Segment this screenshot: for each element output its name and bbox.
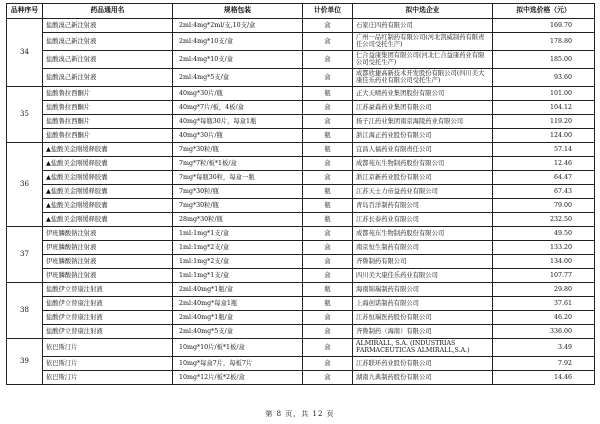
- price-cell: 104.12: [493, 101, 595, 115]
- price-cell: 232.50: [493, 213, 595, 227]
- header-unit: 计价单位: [303, 4, 353, 19]
- company-cell: 海南锦瑞制药有限公司: [353, 283, 493, 297]
- table-row: [7, 227, 595, 241]
- price-cell: 185.00: [493, 51, 595, 69]
- company-cell: 江苏恒瑞医药股份有限公司: [353, 311, 493, 325]
- table-row: [7, 311, 595, 325]
- table-row: [7, 371, 595, 385]
- table-row: [7, 51, 595, 69]
- table-row: [7, 199, 595, 213]
- price-cell: 12.46: [493, 157, 595, 171]
- price-cell: 49.50: [493, 227, 595, 241]
- table-row: [7, 255, 595, 269]
- table-row: [7, 339, 595, 357]
- unit-cell: 盒: [303, 269, 353, 283]
- page-footer: 第 8 页，共 12 页: [265, 410, 335, 418]
- spec-cell: 2ml:40mg*1瓶/盒: [173, 283, 303, 297]
- price-cell: 3.49: [493, 339, 595, 357]
- unit-cell: 盒: [303, 371, 353, 385]
- header-company: 拟中选企业: [353, 4, 493, 19]
- unit-cell: 盒: [303, 157, 353, 171]
- company-cell: 江苏天士力帝益药业有限公司: [353, 185, 493, 199]
- spec-cell: 2ml:4mg*5支/盒: [173, 69, 303, 87]
- unit-cell: 瓶: [303, 297, 353, 311]
- spec-cell: 7mg*30粒/瓶: [173, 199, 303, 213]
- spec-cell: 2ml:4mg*10支/盒: [173, 51, 303, 69]
- company-cell: 仁合益康集团有限公司(河北仁合益康药业有限公司受托生产): [353, 51, 493, 69]
- price-cell: 119.20: [493, 115, 595, 129]
- table-row: [7, 297, 595, 311]
- table-row: [7, 269, 595, 283]
- drug-name-cell: ▲盐酸美金刚缓释胶囊: [43, 143, 173, 157]
- company-cell: 江苏长泰药业有限公司: [353, 213, 493, 227]
- company-cell: 成都苑东生物制药股份有限公司: [353, 227, 493, 241]
- drug-name-cell: ▲盐酸美金刚缓释胶囊: [43, 199, 173, 213]
- company-cell: 石家庄四药有限公司: [353, 19, 493, 33]
- group-id-cell: 35: [7, 87, 43, 143]
- spec-cell: 7mg*30粒/瓶: [173, 185, 303, 199]
- price-cell: 124.00: [493, 129, 595, 143]
- unit-cell: 瓶: [303, 199, 353, 213]
- unit-cell: 盒: [303, 241, 353, 255]
- spec-cell: 2ml:40mg*1瓶/盒: [173, 311, 303, 325]
- unit-cell: 瓶: [303, 213, 353, 227]
- table-row: [7, 19, 595, 33]
- company-cell: ALMIRALL, S.A. (INDUSTRIAS FARMACEUTICAS ALMIRALL,S.A.): [353, 339, 493, 357]
- table-row: [7, 101, 595, 115]
- drug-name-cell: 依巴斯汀片: [43, 339, 173, 357]
- unit-cell: 瓶: [303, 87, 353, 101]
- drug-name-cell: 伊班膦酸钠注射液: [43, 227, 173, 241]
- price-table: [6, 3, 595, 385]
- company-cell: 江苏豪森药业集团有限公司: [353, 101, 493, 115]
- price-cell: 107.77: [493, 269, 595, 283]
- spec-cell: 28mg*30粒/瓶: [173, 213, 303, 227]
- table-row: [7, 283, 595, 297]
- spec-cell: 40mg*30片/瓶: [173, 129, 303, 143]
- table-row: [7, 241, 595, 255]
- spec-cell: 1ml:1mg*2支/盒: [173, 255, 303, 269]
- price-cell: 93.60: [493, 69, 595, 87]
- drug-name-cell: 盐酸鲁拉西酮片: [43, 101, 173, 115]
- company-cell: 齐鲁制药（海南）有限公司: [353, 325, 493, 339]
- company-cell: 江苏联环药业股份有限公司: [353, 357, 493, 371]
- unit-cell: 盒: [303, 115, 353, 129]
- price-cell: 37.61: [493, 297, 595, 311]
- drug-name-cell: 盐酸鲁拉西酮片: [43, 129, 173, 143]
- spec-cell: 10mg*12片/板*2板/盒: [173, 371, 303, 385]
- spec-cell: 40mg*7片/板，4板/盒: [173, 101, 303, 115]
- company-cell: 正大天晴药业集团股份有限公司: [353, 87, 493, 101]
- company-cell: 四川美大康佳乐药业有限公司: [353, 269, 493, 283]
- spec-cell: 10mg*10片/板*1板/盒: [173, 339, 303, 357]
- drug-name-cell: 盐酸溴己新注射液: [43, 51, 173, 69]
- drug-name-cell: ▲盐酸美金刚缓释胶囊: [43, 213, 173, 227]
- company-cell: 浙江海正药业股份有限公司: [353, 129, 493, 143]
- unit-cell: 瓶: [303, 129, 353, 143]
- table-row: [7, 325, 595, 339]
- unit-cell: 瓶: [303, 143, 353, 157]
- drug-name-cell: 盐酸溴己新注射液: [43, 19, 173, 33]
- spec-cell: 40mg*每瓶30片，每盒1瓶: [173, 115, 303, 129]
- company-cell: 宜昌人福药业有限责任公司: [353, 143, 493, 157]
- price-cell: 101.00: [493, 87, 595, 101]
- unit-cell: 盒: [303, 51, 353, 69]
- unit-cell: 瓶: [303, 283, 353, 297]
- price-cell: 29.80: [493, 283, 595, 297]
- group-id-cell: 38: [7, 283, 43, 339]
- spec-cell: 7mg*7粒/板*1板/盒: [173, 157, 303, 171]
- drug-name-cell: 盐酸溴己新注射液: [43, 33, 173, 51]
- drug-name-cell: 依巴斯汀片: [43, 357, 173, 371]
- price-cell: 134.00: [493, 255, 595, 269]
- company-cell: 青岛百洋制药有限公司: [353, 199, 493, 213]
- unit-cell: 盒: [303, 357, 353, 371]
- table-row: [7, 157, 595, 171]
- unit-cell: 盒: [303, 171, 353, 185]
- table-row: [7, 143, 595, 157]
- header-drug-name: 药品通用名: [43, 4, 173, 19]
- unit-cell: 瓶: [303, 185, 353, 199]
- price-cell: 79.00: [493, 199, 595, 213]
- price-cell: 67.43: [493, 185, 595, 199]
- unit-cell: 盒: [303, 227, 353, 241]
- spec-cell: 10mg*每盒7片，每板7片: [173, 357, 303, 371]
- unit-cell: 盒: [303, 339, 353, 357]
- company-cell: 南京恒生制药有限公司: [353, 241, 493, 255]
- spec-cell: 2ml:40mg*5支/盒: [173, 325, 303, 339]
- company-cell: 浙江京新药业股份有限公司: [353, 171, 493, 185]
- table-body: [7, 19, 595, 385]
- price-cell: 14.46: [493, 371, 595, 385]
- drug-name-cell: ▲盐酸美金刚缓释胶囊: [43, 157, 173, 171]
- header-group-id: 品种序号: [7, 4, 43, 19]
- header-spec: 规格包装: [173, 4, 303, 19]
- table-header-row: [7, 4, 595, 19]
- table-row: [7, 87, 595, 101]
- unit-cell: 盒: [303, 255, 353, 269]
- drug-name-cell: 盐酸伊立替康注射液: [43, 297, 173, 311]
- table-row: [7, 115, 595, 129]
- spec-cell: 7mg*30粒/瓶: [173, 143, 303, 157]
- spec-cell: 7mg*每瓶30粒，每盒一瓶: [173, 171, 303, 185]
- table-row: [7, 213, 595, 227]
- group-id-cell: 34: [7, 19, 43, 87]
- unit-cell: 盒: [303, 19, 353, 33]
- unit-cell: 盒: [303, 69, 353, 87]
- spec-cell: 1ml:1mg*1支/盒: [173, 227, 303, 241]
- price-cell: 169.70: [493, 19, 595, 33]
- company-cell: 齐鲁制药有限公司: [353, 255, 493, 269]
- spec-cell: 1ml:1mg*2支/盒: [173, 241, 303, 255]
- spec-cell: 2ml:4mg*10支/盒: [173, 33, 303, 51]
- drug-name-cell: 伊班膦酸钠注射液: [43, 269, 173, 283]
- table-row: [7, 69, 595, 87]
- spec-cell: 2ml:40mg*每盒1瓶: [173, 297, 303, 311]
- drug-name-cell: 盐酸鲁拉西酮片: [43, 115, 173, 129]
- drug-name-cell: 盐酸溴己新注射液: [43, 69, 173, 87]
- drug-name-cell: 依巴斯汀片: [43, 371, 173, 385]
- unit-cell: 盒: [303, 33, 353, 51]
- drug-name-cell: ▲盐酸美金刚缓释胶囊: [43, 185, 173, 199]
- drug-name-cell: 盐酸伊立替康注射液: [43, 283, 173, 297]
- drug-name-cell: 伊班膦酸钠注射液: [43, 255, 173, 269]
- unit-cell: 盒: [303, 101, 353, 115]
- price-cell: 46.20: [493, 311, 595, 325]
- header-price: 拟中选价格（元）: [493, 4, 595, 19]
- company-cell: 广州一品红制药有限公司(河北凯威制药有限责任公司受托生产): [353, 33, 493, 51]
- company-cell: 成都欣捷高新技术开发股份有限公司(四川美大康佳乐药业有限公司受托生产): [353, 69, 493, 87]
- table-row: [7, 185, 595, 199]
- spec-cell: 40mg*30片/瓶: [173, 87, 303, 101]
- price-cell: 64.47: [493, 171, 595, 185]
- price-cell: 336.00: [493, 325, 595, 339]
- price-cell: 57.14: [493, 143, 595, 157]
- table-row: [7, 33, 595, 51]
- group-id-cell: 36: [7, 143, 43, 227]
- unit-cell: 盒: [303, 311, 353, 325]
- company-cell: 上海创诺制药有限公司: [353, 297, 493, 311]
- company-cell: 成都苑东生物制药股份有限公司: [353, 157, 493, 171]
- group-id-cell: 39: [7, 339, 43, 385]
- table-row: [7, 129, 595, 143]
- table-row: [7, 357, 595, 371]
- drug-name-cell: 盐酸伊立替康注射液: [43, 325, 173, 339]
- price-cell: 7.92: [493, 357, 595, 371]
- spec-cell: 2ml:4mg*2ml/支,10支/盒: [173, 19, 303, 33]
- unit-cell: 盒: [303, 325, 353, 339]
- drug-name-cell: 盐酸伊立替康注射液: [43, 311, 173, 325]
- company-cell: 扬子江药业集团南京海陵药业有限公司: [353, 115, 493, 129]
- price-cell: 133.20: [493, 241, 595, 255]
- price-cell: 178.80: [493, 33, 595, 51]
- drug-name-cell: 盐酸鲁拉西酮片: [43, 87, 173, 101]
- drug-name-cell: ▲盐酸美金刚缓释胶囊: [43, 171, 173, 185]
- drug-name-cell: 伊班膦酸钠注射液: [43, 241, 173, 255]
- table-row: [7, 171, 595, 185]
- spec-cell: 1ml:1mg*1支/盒: [173, 269, 303, 283]
- company-cell: 湖南九典制药股份有限公司: [353, 371, 493, 385]
- group-id-cell: 37: [7, 227, 43, 283]
